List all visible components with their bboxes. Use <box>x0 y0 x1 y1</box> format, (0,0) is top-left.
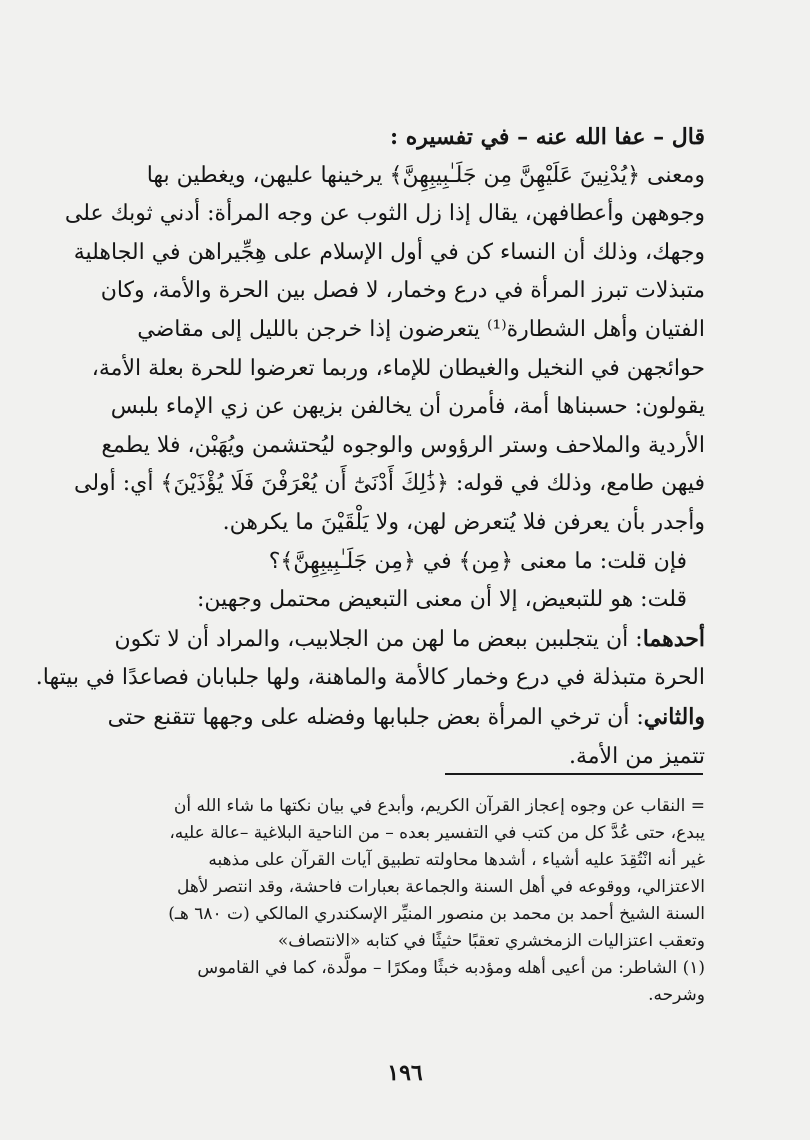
text-line: الحرة متبذلة في درع وخمار كالأمة والماهنة، ولها جلبابان فصاعدًا في بيتها. <box>35 665 705 691</box>
footnote-line: وتعقب اعتزاليات الزمخشري تعقبًا حثيثًا في كتابه «الانتصاف» <box>277 931 705 951</box>
main-text <box>35 118 705 776</box>
footnote-line: الاعتزالي، ووقوعه في أهل السنة والجماعة بعبارات فاحشة، وقد انتصر لأهل <box>176 877 705 897</box>
page-number: ١٩٦ <box>387 1060 423 1086</box>
text-line: حوائجهن في النخيل والغيطان للإماء، وربما تعرضوا للحرة بعلة الأمة، <box>91 355 705 381</box>
text-line: الفتيان وأهل الشطارة⁽¹⁾ يتعرضون إذا خرجن بالليل إلى مقاضي <box>137 316 705 342</box>
second-aspect-text: : أن ترخي المرأة بعض جلبابها وفضله على وجهها تتقنع حتى <box>107 704 644 730</box>
second-aspect-label: والثاني <box>643 703 705 730</box>
section-heading: قال – عفا الله عنه – في تفسيره : <box>389 124 705 150</box>
answer-line: قلت: هو للتبعيض، إلا أن معنى التبعيض محتمل وجهين: <box>196 587 687 613</box>
first-aspect-text: : أن يتجلببن ببعض ما لهن من الجلابيب، والمراد أن لا تكون <box>114 626 643 652</box>
footnote-line: غير أنه انْتُقِدَ عليه أشياء ، أشدها محاولته تطبيق آيات القرآن على مذهبه <box>208 850 705 870</box>
second-aspect-line <box>105 698 705 738</box>
text-line: وجوههن وأعطافهن، يقال إذا زل الثوب عن وجه المرأة: أدني ثوبك على <box>64 201 705 227</box>
question-line: فإن قلت: ما معنى ﴿مِن﴾ في ﴿مِن جَلَـٰبِيبِهِنَّ﴾؟ <box>268 548 687 574</box>
text-line: وأجدر بأن يعرفن فلا يُتعرض لهن، ولا يَلْقَيْنَ ما يكرهن. <box>222 509 705 535</box>
first-aspect-line <box>105 620 705 660</box>
footnote-line: السنة الشيخ أحمد بن محمد بن منصور المنيِّر الإسكندري المالكي (ت ٦٨٠ هـ) <box>168 904 705 924</box>
text-line: يقولون: حسبناها أمة، فأمرن أن يخالفن بزيهن عن زي الإماء بلبس <box>110 394 705 420</box>
text-line: وجهك، وذلك أن النساء كن في أول الإسلام على هِجِّيراهن في الجاهلية <box>73 239 705 265</box>
text-line: الأردية والملاحف وستر الرؤوس والوجوه ليُحتشمن ويُهَبْن، فلا يطمع <box>101 432 705 458</box>
footnote-line: يبدع، حتى عُدَّ كل من كتب في التفسير بعده – من الناحية البلاغية –عالة عليه، <box>169 823 705 843</box>
text-line: ومعنى ﴿يُدْنِينَ عَلَيْهِنَّ مِن جَلَـٰبِيبِهِنَّ﴾ يرخينها عليهن، ويغطين بها <box>146 162 705 188</box>
first-aspect-label: أحدهما <box>642 625 705 652</box>
footnote-line: (١) الشاطر: من أعيى أهله ومؤدبه خبثًا ومكرًا – مولَّدة، كما في القاموس <box>197 958 705 978</box>
footnote-line: = النقاب عن وجوه إعجاز القرآن الكريم، وأبدع في بيان نكتها ما شاء الله أن <box>173 796 705 816</box>
footnote-line: وشرحه. <box>648 985 705 1005</box>
text-line: فيهن طامع، وذلك في قوله: ﴿ذَٰلِكَ أَدْنَىٰٓ أَن يُعْرَفْنَ فَلَا يُؤْذَيْنَ﴾ أي: أولى <box>74 471 705 497</box>
text-line: تتميز من الأمة. <box>568 743 705 769</box>
text-line: متبذلات تبرز المرأة في درع وخمار، لا فصل بين الحرة والأمة، وكان <box>100 278 705 304</box>
footnotes <box>101 793 705 1009</box>
footnote-separator <box>445 773 703 775</box>
